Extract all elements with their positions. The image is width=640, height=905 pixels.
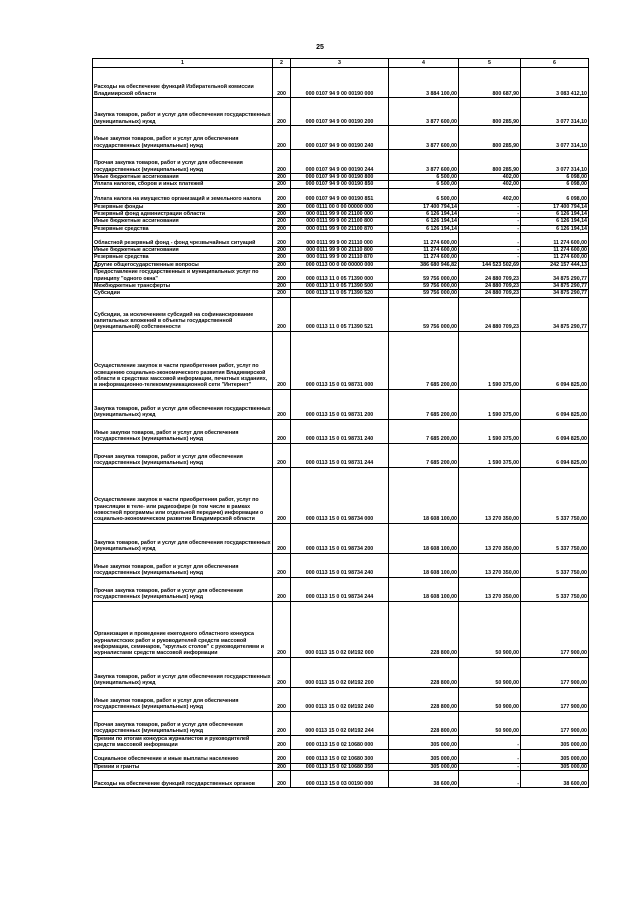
row-remaining-cell: 305 000,00 (521, 735, 589, 749)
row-budget-code-cell: 000 0113 15 0 02 10680 000 (291, 735, 389, 749)
row-name-cell: Иные закупки товаров, работ и услуг для обеспечения государственных (муниципальных) нужд (93, 126, 273, 150)
row-name-cell: Осуществление закупок в части приобретения работ, услуг по освещению социально-экономического развития Владимирской области в средствах массовой информации, печатных изданиях, в информационно-телекоммуникационной сети "Интернет" (93, 331, 273, 389)
row-executed-cell: 13 270 350,00 (459, 523, 521, 553)
table-row (93, 174, 589, 181)
row-executed-cell: 800 285,90 (459, 126, 521, 150)
row-line-code-cell: 200 (273, 577, 291, 601)
row-executed-cell: - (459, 247, 521, 254)
table-row (93, 297, 589, 331)
row-budget-code-cell: 000 0111 99 9 00 21110 800 (291, 247, 389, 254)
row-line-code-cell: 200 (273, 749, 291, 763)
row-executed-cell: 1 590 375,00 (459, 389, 521, 419)
row-approved-cell: 11 274 600,00 (389, 254, 459, 261)
row-remaining-cell: 34 875 290,77 (521, 290, 589, 297)
table-row (93, 283, 589, 290)
row-remaining-cell: 3 083 412,10 (521, 68, 589, 98)
row-approved-cell: 17 400 794,14 (389, 203, 459, 210)
row-line-code-cell: 200 (273, 601, 291, 657)
row-name-cell: Прочая закупка товаров, работ и услуг для обеспечения государственных (муниципальных) нужд (93, 150, 273, 174)
row-approved-cell: 3 877 600,00 (389, 126, 459, 150)
row-executed-cell: 800 687,90 (459, 68, 521, 98)
row-remaining-cell: 34 875 290,77 (521, 269, 589, 283)
row-name-cell: Социальное обеспечение и иные выплаты населению (93, 749, 273, 763)
row-remaining-cell: 34 875 290,77 (521, 283, 589, 290)
row-budget-code-cell: 000 0113 11 0 05 71390 520 (291, 290, 389, 297)
row-executed-cell: - (459, 218, 521, 225)
row-line-code-cell: 200 (273, 269, 291, 283)
row-approved-cell: 6 500,00 (389, 188, 459, 203)
row-budget-code-cell: 000 0113 11 0 05 71390 000 (291, 269, 389, 283)
row-line-code-cell: 200 (273, 389, 291, 419)
row-budget-code-cell: 000 0107 94 9 00 00190 851 (291, 188, 389, 203)
row-remaining-cell: 177 900,00 (521, 601, 589, 657)
row-line-code-cell: 200 (273, 763, 291, 770)
row-executed-cell: 24 880 709,23 (459, 283, 521, 290)
row-remaining-cell: 6 098,00 (521, 174, 589, 181)
row-budget-code-cell: 000 0113 15 0 02 10680 300 (291, 749, 389, 763)
row-name-cell: Резервные средства (93, 225, 273, 232)
row-executed-cell: - (459, 254, 521, 261)
table-row (93, 269, 589, 283)
table-row (93, 601, 589, 657)
column-header: 2 (273, 59, 291, 68)
row-name-cell: Премии по итогам конкурса журналистов и руководителей средств массовой информации (93, 735, 273, 749)
row-remaining-cell: 17 400 794,14 (521, 203, 589, 210)
row-executed-cell: 402,00 (459, 181, 521, 188)
row-approved-cell: 7 685 200,00 (389, 419, 459, 443)
row-approved-cell: 6 126 194,14 (389, 218, 459, 225)
row-remaining-cell: 34 875 290,77 (521, 297, 589, 331)
row-executed-cell: 24 880 709,23 (459, 290, 521, 297)
row-line-code-cell: 200 (273, 126, 291, 150)
row-line-code-cell: 200 (273, 150, 291, 174)
row-budget-code-cell: 000 0111 99 9 00 21100 870 (291, 225, 389, 232)
row-name-cell: Резервные фонды (93, 203, 273, 210)
row-name-cell: Осуществление закупок в части приобретения работ, услуг по трансляции в теле- или радиоэфире (в том числе в рамках новостной программы или отдельной передачи) информации о социально-экономическом развитии Владимирской области (93, 467, 273, 523)
table-row (93, 254, 589, 261)
row-budget-code-cell: 000 0113 15 0 01 98731 200 (291, 389, 389, 419)
row-approved-cell: 7 685 200,00 (389, 443, 459, 467)
table-row (93, 419, 589, 443)
row-line-code-cell: 200 (273, 203, 291, 210)
row-executed-cell: 13 270 350,00 (459, 577, 521, 601)
row-line-code-cell: 200 (273, 443, 291, 467)
row-remaining-cell: 177 900,00 (521, 687, 589, 711)
row-name-cell: Иные закупки товаров, работ и услуг для обеспечения государственных (муниципальных) нужд (93, 687, 273, 711)
row-line-code-cell: 200 (273, 254, 291, 261)
row-remaining-cell: 6 094 825,00 (521, 443, 589, 467)
table-row (93, 735, 589, 749)
table-row (93, 657, 589, 687)
table-row (93, 98, 589, 126)
row-approved-cell: 305 000,00 (389, 735, 459, 749)
row-approved-cell: 305 000,00 (389, 749, 459, 763)
column-header: 1 (93, 59, 273, 68)
row-executed-cell: - (459, 203, 521, 210)
row-budget-code-cell: 000 0113 15 0 01 98731 000 (291, 331, 389, 389)
row-name-cell: Уплата налогов, сборов и иных платежей (93, 181, 273, 188)
row-budget-code-cell: 000 0113 15 0 01 98731 244 (291, 443, 389, 467)
row-line-code-cell: 200 (273, 290, 291, 297)
row-remaining-cell: 305 000,00 (521, 763, 589, 770)
row-executed-cell: 1 590 375,00 (459, 419, 521, 443)
table-row (93, 181, 589, 188)
row-budget-code-cell: 000 0107 94 9 00 00190 000 (291, 68, 389, 98)
row-executed-cell: 50 900,00 (459, 601, 521, 657)
row-budget-code-cell: 000 0113 15 0 02 0И192 000 (291, 601, 389, 657)
row-name-cell: Закупка товаров, работ и услуг для обеспечения государственных (муниципальных) нужд (93, 389, 273, 419)
row-executed-cell: 13 270 350,00 (459, 467, 521, 523)
row-line-code-cell: 200 (273, 687, 291, 711)
row-line-code-cell: 200 (273, 467, 291, 523)
row-budget-code-cell: 000 0113 15 0 03 00190 000 (291, 771, 389, 788)
page-number: 25 (316, 44, 324, 51)
row-approved-cell: 386 680 946,82 (389, 261, 459, 268)
table-row (93, 443, 589, 467)
row-name-cell: Иные бюджетные ассигнования (93, 247, 273, 254)
row-name-cell: Организация и проведение ежегодного областного конкурса журналистских работ и руководителей средств массовой информации, семинаров, "круглых столов" с руководителями и журналистами средств массовой информации (93, 601, 273, 657)
row-approved-cell: 3 877 600,00 (389, 150, 459, 174)
row-approved-cell: 228 800,00 (389, 601, 459, 657)
row-name-cell: Областной резервный фонд - фонд чрезвычайных ситуаций (93, 233, 273, 247)
row-approved-cell: 18 608 100,00 (389, 553, 459, 577)
row-remaining-cell: 5 337 750,00 (521, 523, 589, 553)
row-budget-code-cell: 000 0111 99 9 00 21100 000 (291, 211, 389, 218)
row-name-cell: Расходы на обеспечение функций государственных органов (93, 771, 273, 788)
budget-table (92, 58, 589, 788)
table-row (93, 389, 589, 419)
row-name-cell: Прочая закупка товаров, работ и услуг для обеспечения государственных (муниципальных) нужд (93, 443, 273, 467)
table-row (93, 467, 589, 523)
row-line-code-cell: 200 (273, 218, 291, 225)
row-approved-cell: 305 000,00 (389, 763, 459, 770)
row-remaining-cell: 242 157 444,13 (521, 261, 589, 268)
row-remaining-cell: 6 094 825,00 (521, 331, 589, 389)
table-row (93, 150, 589, 174)
row-approved-cell: 18 608 100,00 (389, 467, 459, 523)
table-row (93, 261, 589, 268)
row-executed-cell: 24 880 709,23 (459, 297, 521, 331)
row-approved-cell: 11 274 600,00 (389, 233, 459, 247)
table-row (93, 763, 589, 770)
table-row (93, 126, 589, 150)
row-approved-cell: 6 126 194,14 (389, 225, 459, 232)
row-executed-cell: 144 523 502,69 (459, 261, 521, 268)
row-name-cell: Резервные средства (93, 254, 273, 261)
row-name-cell: Закупка товаров, работ и услуг для обеспечения государственных (муниципальных) нужд (93, 98, 273, 126)
row-line-code-cell: 200 (273, 261, 291, 268)
row-name-cell: Иные бюджетные ассигнования (93, 218, 273, 225)
table-row (93, 687, 589, 711)
table-row (93, 749, 589, 763)
table-row (93, 247, 589, 254)
column-header: 5 (459, 59, 521, 68)
row-name-cell: Уплата налога на имущество организаций и земельного налога (93, 188, 273, 203)
row-remaining-cell: 305 000,00 (521, 749, 589, 763)
row-executed-cell: - (459, 735, 521, 749)
row-remaining-cell: 5 337 750,00 (521, 467, 589, 523)
table-row (93, 711, 589, 735)
row-budget-code-cell: 000 0111 99 9 00 21100 800 (291, 218, 389, 225)
table-row (93, 290, 589, 297)
row-remaining-cell: 38 600,00 (521, 771, 589, 788)
row-remaining-cell: 11 274 600,00 (521, 233, 589, 247)
row-line-code-cell: 200 (273, 553, 291, 577)
row-approved-cell: 59 756 000,00 (389, 297, 459, 331)
row-remaining-cell: 3 077 314,10 (521, 126, 589, 150)
row-remaining-cell: 177 900,00 (521, 711, 589, 735)
row-name-cell: Резервный фонд администрации области (93, 211, 273, 218)
row-name-cell: Другие общегосударственные вопросы (93, 261, 273, 268)
column-header: 6 (521, 59, 589, 68)
row-line-code-cell: 200 (273, 283, 291, 290)
row-executed-cell: 13 270 350,00 (459, 553, 521, 577)
row-line-code-cell: 200 (273, 174, 291, 181)
row-executed-cell: 402,00 (459, 174, 521, 181)
row-remaining-cell: 6 098,00 (521, 181, 589, 188)
row-remaining-cell: 5 337 750,00 (521, 553, 589, 577)
row-executed-cell: - (459, 771, 521, 788)
row-executed-cell: - (459, 225, 521, 232)
row-budget-code-cell: 000 0111 99 9 00 21110 000 (291, 233, 389, 247)
row-line-code-cell: 200 (273, 211, 291, 218)
row-name-cell: Иные закупки товаров, работ и услуг для обеспечения государственных (муниципальных) нужд (93, 419, 273, 443)
table-row (93, 233, 589, 247)
row-line-code-cell: 200 (273, 735, 291, 749)
row-line-code-cell: 200 (273, 331, 291, 389)
row-executed-cell: 402,00 (459, 188, 521, 203)
row-line-code-cell: 200 (273, 711, 291, 735)
column-header: 4 (389, 59, 459, 68)
row-budget-code-cell: 000 0113 15 0 02 0И192 200 (291, 657, 389, 687)
row-line-code-cell: 200 (273, 657, 291, 687)
row-name-cell: Расходы на обеспечение функций Избирательной комиссии Владимирской области (93, 68, 273, 98)
header-row (93, 59, 589, 68)
row-budget-code-cell: 000 0111 00 0 00 00000 000 (291, 203, 389, 210)
row-approved-cell: 7 685 200,00 (389, 331, 459, 389)
row-name-cell: Предоставление государственных и муниципальных услуг по принципу "одного окна" (93, 269, 273, 283)
table-row (93, 553, 589, 577)
row-executed-cell: 50 900,00 (459, 657, 521, 687)
row-approved-cell: 6 126 194,14 (389, 211, 459, 218)
row-name-cell: Иные закупки товаров, работ и услуг для обеспечения государственных (муниципальных) нужд (93, 553, 273, 577)
row-budget-code-cell: 000 0111 99 9 00 21110 870 (291, 254, 389, 261)
table-row (93, 225, 589, 232)
table-row (93, 331, 589, 389)
row-line-code-cell: 200 (273, 225, 291, 232)
row-line-code-cell: 200 (273, 233, 291, 247)
table-row (93, 211, 589, 218)
row-approved-cell: 59 756 000,00 (389, 283, 459, 290)
row-remaining-cell: 177 900,00 (521, 657, 589, 687)
row-approved-cell: 228 800,00 (389, 657, 459, 687)
row-name-cell: Иные бюджетные ассигнования (93, 174, 273, 181)
row-executed-cell: - (459, 211, 521, 218)
row-approved-cell: 3 877 600,00 (389, 98, 459, 126)
row-approved-cell: 38 600,00 (389, 771, 459, 788)
row-remaining-cell: 5 337 750,00 (521, 577, 589, 601)
row-remaining-cell: 3 077 314,10 (521, 150, 589, 174)
table-row (93, 771, 589, 788)
row-line-code-cell: 200 (273, 98, 291, 126)
row-budget-code-cell: 000 0113 11 0 05 71390 500 (291, 283, 389, 290)
row-remaining-cell: 11 274 600,00 (521, 254, 589, 261)
table-body (93, 68, 589, 788)
row-executed-cell: 800 285,90 (459, 98, 521, 126)
row-approved-cell: 59 756 000,00 (389, 290, 459, 297)
row-executed-cell: 1 590 375,00 (459, 331, 521, 389)
row-remaining-cell: 6 126 194,14 (521, 225, 589, 232)
row-approved-cell: 228 800,00 (389, 711, 459, 735)
row-name-cell: Премии и гранты (93, 763, 273, 770)
row-line-code-cell: 200 (273, 297, 291, 331)
row-budget-code-cell: 000 0113 15 0 01 98734 244 (291, 577, 389, 601)
row-line-code-cell: 200 (273, 188, 291, 203)
row-name-cell: Межбюджетные трансферты (93, 283, 273, 290)
table-row (93, 523, 589, 553)
row-budget-code-cell: 000 0113 15 0 02 0И192 240 (291, 687, 389, 711)
row-line-code-cell: 200 (273, 419, 291, 443)
row-remaining-cell: 3 077 314,10 (521, 98, 589, 126)
row-line-code-cell: 200 (273, 523, 291, 553)
row-budget-code-cell: 000 0107 94 9 00 00190 200 (291, 98, 389, 126)
row-budget-code-cell: 000 0113 15 0 02 0И192 244 (291, 711, 389, 735)
row-name-cell: Прочая закупка товаров, работ и услуг для обеспечения государственных (муниципальных) нужд (93, 711, 273, 735)
row-name-cell: Закупка товаров, работ и услуг для обеспечения государственных (муниципальных) нужд (93, 657, 273, 687)
row-budget-code-cell: 000 0113 00 0 00 00000 000 (291, 261, 389, 268)
table-row (93, 188, 589, 203)
row-remaining-cell: 6 098,00 (521, 188, 589, 203)
row-approved-cell: 6 500,00 (389, 181, 459, 188)
column-header: 3 (291, 59, 389, 68)
row-approved-cell: 18 608 100,00 (389, 577, 459, 601)
row-line-code-cell: 200 (273, 771, 291, 788)
row-approved-cell: 228 800,00 (389, 687, 459, 711)
row-budget-code-cell: 000 0113 15 0 01 98734 240 (291, 553, 389, 577)
row-executed-cell: 50 900,00 (459, 687, 521, 711)
row-approved-cell: 7 685 200,00 (389, 389, 459, 419)
row-remaining-cell: 6 094 825,00 (521, 419, 589, 443)
table-row (93, 203, 589, 210)
table-row (93, 577, 589, 601)
row-budget-code-cell: 000 0107 94 9 00 00190 800 (291, 174, 389, 181)
row-executed-cell: 50 900,00 (459, 711, 521, 735)
row-budget-code-cell: 000 0113 15 0 01 98731 240 (291, 419, 389, 443)
row-executed-cell: 24 880 709,23 (459, 269, 521, 283)
row-name-cell: Субсидии, за исключением субсидий на софинансирование капитальных вложений в объекты государственной (муниципальной) собственности (93, 297, 273, 331)
row-budget-code-cell: 000 0107 94 9 00 00190 850 (291, 181, 389, 188)
table-row (93, 68, 589, 98)
row-budget-code-cell: 000 0113 15 0 01 98734 000 (291, 467, 389, 523)
row-line-code-cell: 200 (273, 68, 291, 98)
row-remaining-cell: 6 126 194,14 (521, 211, 589, 218)
row-approved-cell: 59 756 000,00 (389, 269, 459, 283)
row-line-code-cell: 200 (273, 247, 291, 254)
row-approved-cell: 6 500,00 (389, 174, 459, 181)
row-executed-cell: - (459, 763, 521, 770)
row-budget-code-cell: 000 0107 94 9 00 00190 240 (291, 126, 389, 150)
row-executed-cell: - (459, 233, 521, 247)
row-remaining-cell: 6 094 825,00 (521, 389, 589, 419)
row-line-code-cell: 200 (273, 181, 291, 188)
row-executed-cell: - (459, 749, 521, 763)
row-approved-cell: 11 274 600,00 (389, 247, 459, 254)
table-row (93, 218, 589, 225)
row-name-cell: Закупка товаров, работ и услуг для обеспечения государственных (муниципальных) нужд (93, 523, 273, 553)
row-remaining-cell: 11 274 600,00 (521, 247, 589, 254)
row-executed-cell: 1 590 375,00 (459, 443, 521, 467)
row-budget-code-cell: 000 0107 94 9 00 00190 244 (291, 150, 389, 174)
row-budget-code-cell: 000 0113 15 0 01 98734 200 (291, 523, 389, 553)
row-remaining-cell: 6 126 194,14 (521, 218, 589, 225)
row-budget-code-cell: 000 0113 11 0 05 71390 521 (291, 297, 389, 331)
row-name-cell: Субсидии (93, 290, 273, 297)
row-executed-cell: 800 285,90 (459, 150, 521, 174)
row-budget-code-cell: 000 0113 15 0 02 10680 350 (291, 763, 389, 770)
row-approved-cell: 18 608 100,00 (389, 523, 459, 553)
row-approved-cell: 3 884 100,00 (389, 68, 459, 98)
row-name-cell: Прочая закупка товаров, работ и услуг для обеспечения государственных (муниципальных) нужд (93, 577, 273, 601)
